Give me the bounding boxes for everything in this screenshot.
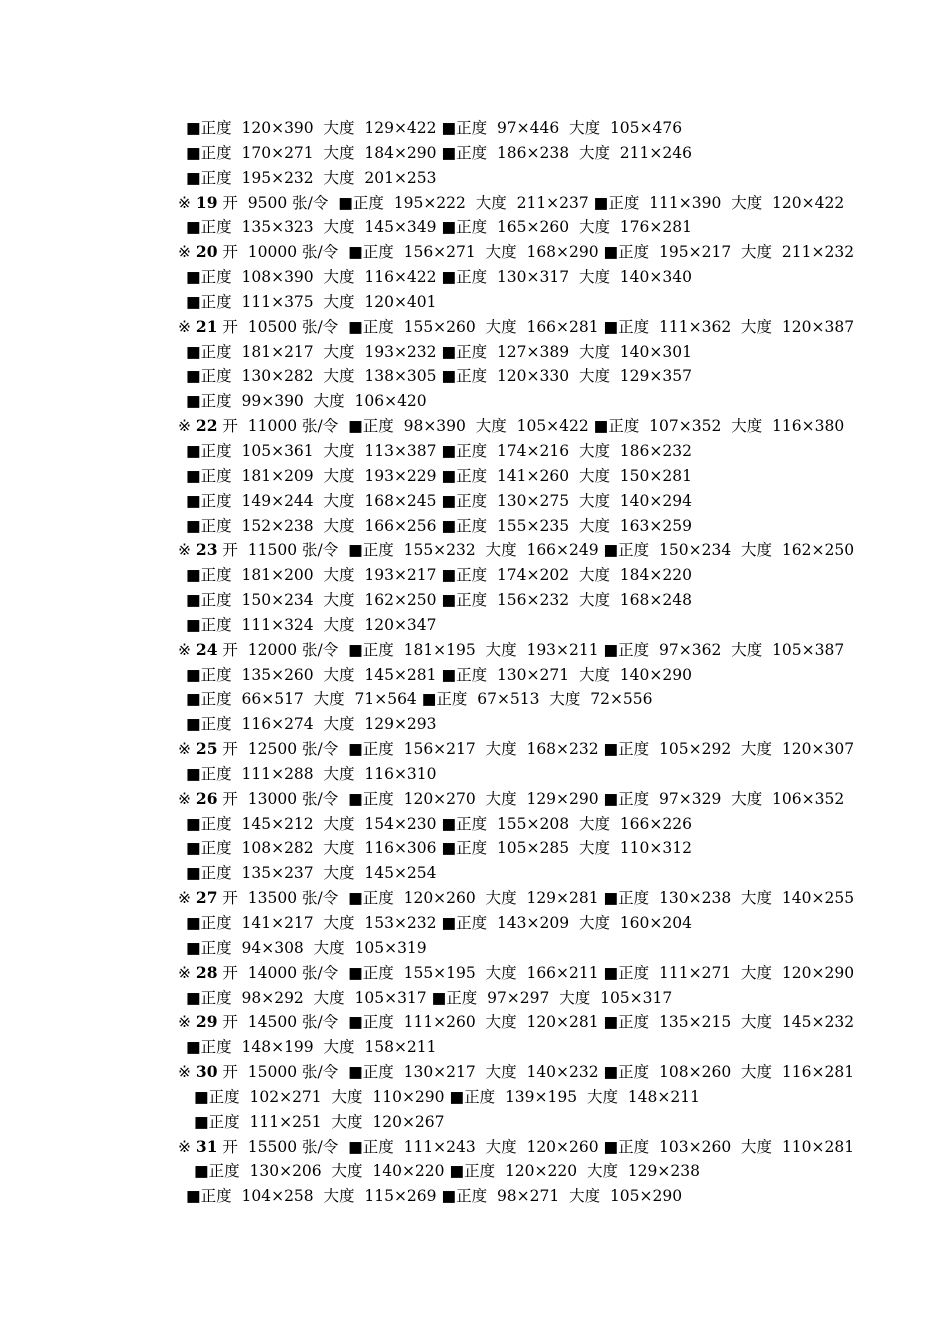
line-text: ■正度 135×323 大度 145×349 ■正度 165×260 大度 176×281 xyxy=(186,218,692,237)
line-text: 开 14500 张/令 ■正度 111×260 大度 120×281 ■正度 135×215 大度 145×232 xyxy=(217,1013,855,1032)
format-number: 29 xyxy=(195,1012,218,1032)
size-spec-line xyxy=(0,861,950,886)
line-text: ■正度 108×390 大度 116×422 ■正度 130×317 大度 140×340 xyxy=(186,268,692,287)
size-spec-line xyxy=(0,1159,950,1184)
format-number: 21 xyxy=(195,316,218,336)
line-text: ■正度 94×308 大度 105×319 xyxy=(186,938,427,957)
reference-mark: ※ xyxy=(178,1063,196,1082)
size-spec-line xyxy=(0,812,950,837)
format-number: 19 xyxy=(195,192,218,212)
line-text: ■正度 181×200 大度 193×217 ■正度 174×202 大度 184×220 xyxy=(186,566,692,585)
reference-mark: ※ xyxy=(178,541,196,560)
line-text: ■正度 130×206 大度 140×220 ■正度 120×220 大度 129×238 xyxy=(194,1162,700,1181)
line-text: ■正度 135×237 大度 145×254 xyxy=(186,864,437,883)
line-text: ■正度 130×282 大度 138×305 ■正度 120×330 大度 129×357 xyxy=(186,367,692,386)
size-spec-line xyxy=(0,1085,950,1110)
size-heading-line xyxy=(0,240,950,265)
reference-mark: ※ xyxy=(178,1137,196,1156)
size-spec-line xyxy=(0,986,950,1011)
line-text: 开 10000 张/令 ■正度 156×271 大度 168×290 ■正度 195×217 大度 211×232 xyxy=(217,243,855,262)
size-heading-line xyxy=(0,414,950,439)
size-spec-line xyxy=(0,141,950,166)
format-number: 30 xyxy=(195,1062,218,1082)
line-text: ■正度 111×251 大度 120×267 xyxy=(194,1112,445,1131)
format-number: 20 xyxy=(195,242,218,262)
line-text: ■正度 149×244 大度 168×245 ■正度 130×275 大度 140×294 xyxy=(186,491,692,510)
size-spec-line xyxy=(0,663,950,688)
line-text: ■正度 111×375 大度 120×401 xyxy=(186,292,437,311)
format-number: 31 xyxy=(195,1136,218,1156)
reference-mark: ※ xyxy=(178,889,196,908)
size-spec-line xyxy=(0,166,950,191)
reference-mark: ※ xyxy=(178,243,196,262)
format-number: 26 xyxy=(195,788,218,808)
line-text: ■正度 120×390 大度 129×422 ■正度 97×446 大度 105×476 xyxy=(186,119,683,137)
line-text: ■正度 99×390 大度 106×420 xyxy=(186,392,427,411)
reference-mark: ※ xyxy=(178,640,196,659)
format-number: 27 xyxy=(195,888,218,908)
size-heading-line xyxy=(0,1135,950,1160)
size-heading-line xyxy=(0,191,950,216)
reference-mark: ※ xyxy=(178,963,196,982)
line-text: ■正度 181×217 大度 193×232 ■正度 127×389 大度 140×301 xyxy=(186,342,692,361)
size-spec-line xyxy=(0,762,950,787)
size-spec-line xyxy=(0,1184,950,1209)
size-spec-line xyxy=(0,340,950,365)
line-text: 开 10500 张/令 ■正度 155×260 大度 166×281 ■正度 111×362 大度 120×387 xyxy=(217,317,855,336)
line-text: 开 12000 张/令 ■正度 181×195 大度 193×211 ■正度 97×362 大度 105×387 xyxy=(217,640,845,659)
line-text: ■正度 148×199 大度 158×211 xyxy=(186,1038,437,1057)
line-text: 开 13500 张/令 ■正度 120×260 大度 129×281 ■正度 130×238 大度 140×255 xyxy=(217,889,855,908)
size-heading-line xyxy=(0,787,950,812)
reference-mark: ※ xyxy=(178,193,196,212)
reference-mark: ※ xyxy=(178,317,196,336)
line-text: ■正度 141×217 大度 153×232 ■正度 143×209 大度 160×204 xyxy=(186,914,692,932)
size-spec-line xyxy=(0,439,950,464)
line-text: ■正度 66×517 大度 71×564 ■正度 67×513 大度 72×556 xyxy=(186,690,653,709)
size-spec-line xyxy=(0,290,950,315)
size-spec-line xyxy=(0,265,950,290)
line-text: ■正度 195×232 大度 201×253 xyxy=(186,168,437,187)
line-text: 开 12500 张/令 ■正度 156×217 大度 168×232 ■正度 105×292 大度 120×307 xyxy=(217,740,855,759)
size-spec-line xyxy=(0,514,950,539)
line-text: ■正度 152×238 大度 166×256 ■正度 155×235 大度 163×259 xyxy=(186,516,692,535)
size-heading-line xyxy=(0,1010,950,1035)
line-text: ■正度 181×209 大度 193×229 ■正度 141×260 大度 150×281 xyxy=(186,466,692,485)
size-heading-line xyxy=(0,737,950,762)
size-spec-line xyxy=(0,116,950,141)
size-spec-line xyxy=(0,911,950,936)
line-text: 开 15500 张/令 ■正度 111×243 大度 120×260 ■正度 103×260 大度 110×281 xyxy=(217,1137,855,1156)
size-spec-line xyxy=(0,563,950,588)
line-text: 开 11000 张/令 ■正度 98×390 大度 105×422 ■正度 107×352 大度 116×380 xyxy=(217,417,845,436)
line-text: ■正度 108×282 大度 116×306 ■正度 105×285 大度 110×312 xyxy=(186,839,692,858)
line-text: ■正度 135×260 大度 145×281 ■正度 130×271 大度 140×290 xyxy=(186,665,692,684)
reference-mark: ※ xyxy=(178,740,196,759)
line-text: ■正度 116×274 大度 129×293 xyxy=(186,715,437,734)
size-spec-line xyxy=(0,836,950,861)
line-text: 开 14000 张/令 ■正度 155×195 大度 166×211 ■正度 111×271 大度 120×290 xyxy=(217,963,855,982)
line-text: ■正度 111×324 大度 120×347 xyxy=(186,615,437,634)
line-text: ■正度 102×271 大度 110×290 ■正度 139×195 大度 148×211 xyxy=(194,1087,700,1106)
size-spec-line xyxy=(0,215,950,240)
size-heading-line xyxy=(0,886,950,911)
line-text: ■正度 105×361 大度 113×387 ■正度 174×216 大度 186×232 xyxy=(186,441,692,460)
reference-mark: ※ xyxy=(178,1013,196,1032)
size-spec-line xyxy=(0,712,950,737)
reference-mark: ※ xyxy=(178,789,196,808)
size-spec-line xyxy=(0,1035,950,1060)
line-text: ■正度 98×292 大度 105×317 ■正度 97×297 大度 105×317 xyxy=(186,988,673,1007)
size-heading-line xyxy=(0,961,950,986)
size-spec-line xyxy=(0,389,950,414)
line-text: ■正度 111×288 大度 116×310 xyxy=(186,764,437,783)
format-number: 24 xyxy=(195,639,218,659)
reference-mark: ※ xyxy=(178,417,196,436)
line-text: 开 11500 张/令 ■正度 155×232 大度 166×249 ■正度 150×234 大度 162×250 xyxy=(217,541,855,560)
size-heading-line xyxy=(0,638,950,663)
size-spec-line xyxy=(0,1110,950,1135)
size-spec-line xyxy=(0,936,950,961)
size-spec-line xyxy=(0,464,950,489)
size-heading-line xyxy=(0,315,950,340)
line-text: 开 15000 张/令 ■正度 130×217 大度 140×232 ■正度 108×260 大度 116×281 xyxy=(217,1063,855,1082)
format-number: 23 xyxy=(195,540,218,560)
size-spec-line xyxy=(0,364,950,389)
line-text: ■正度 145×212 大度 154×230 ■正度 155×208 大度 166×226 xyxy=(186,814,692,833)
size-heading-line xyxy=(0,1060,950,1085)
size-heading-line xyxy=(0,538,950,563)
format-number: 28 xyxy=(195,962,218,982)
format-number: 22 xyxy=(195,416,218,436)
size-spec-line xyxy=(0,687,950,712)
line-text: ■正度 150×234 大度 162×250 ■正度 156×232 大度 168×248 xyxy=(186,591,692,610)
line-text: 开 13000 张/令 ■正度 120×270 大度 129×290 ■正度 97×329 大度 106×352 xyxy=(217,789,845,808)
size-spec-line xyxy=(0,613,950,638)
line-text: ■正度 170×271 大度 184×290 ■正度 186×238 大度 211×246 xyxy=(186,143,692,162)
document-page xyxy=(0,116,950,1209)
size-spec-line xyxy=(0,588,950,613)
size-spec-line xyxy=(0,489,950,514)
format-number: 25 xyxy=(195,739,218,759)
line-text: ■正度 104×258 大度 115×269 ■正度 98×271 大度 105×290 xyxy=(186,1187,683,1206)
line-text: 开 9500 张/令 ■正度 195×222 大度 211×237 ■正度 111×390 大度 120×422 xyxy=(217,193,845,212)
